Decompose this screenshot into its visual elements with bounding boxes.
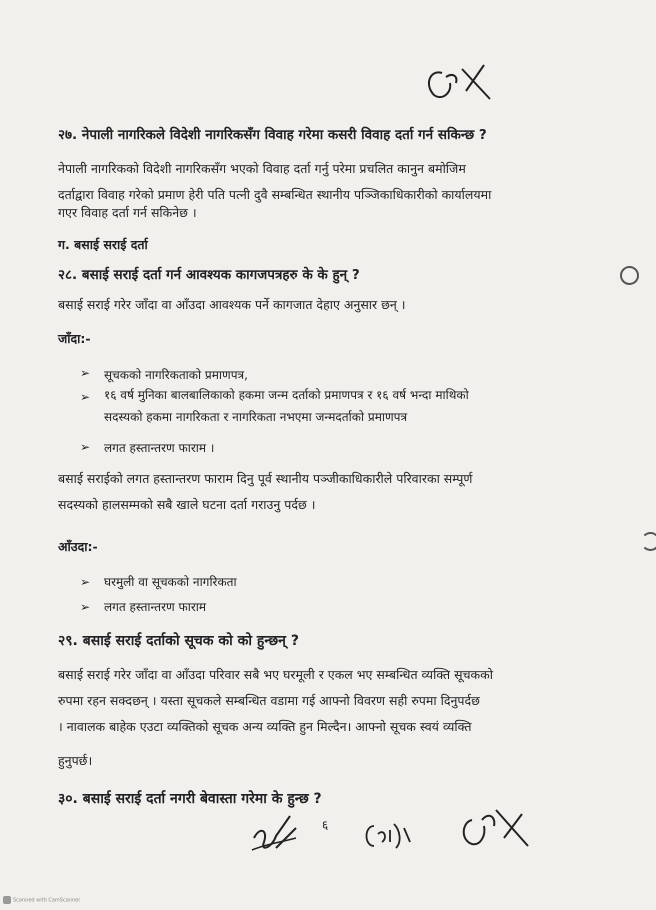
coming-item-2: लगत हस्तान्तरण फाराम — [104, 600, 207, 614]
question-28: २८. बसाई सराई दर्ता गर्न आवश्यक कागजपत्रहरु के के हुन् ? — [58, 267, 360, 283]
going-item-3: लगत हस्तान्तरण फाराम । — [104, 441, 215, 455]
signature-top — [420, 55, 500, 105]
answer-27-line-2: दर्ताद्वारा विवाह गरेको प्रमाण हेरी पति पत्नी दुवै सम्बन्धित स्थानीय पञ्जिकाधिकारीको कार्यालयमा — [58, 187, 492, 202]
section-heading-g: ग. बसाई सराई दर्ता — [58, 237, 148, 252]
scanner-note: Scanned with CamScanner — [13, 897, 81, 904]
signature-bottom-right — [456, 800, 536, 850]
answer-28-intro: बसाई सराई गरेर जाँदा वा आँउदा आवश्यक पर्ने कागजात देहाए अनुसार छन् । — [58, 297, 406, 312]
punch-hole-top — [620, 266, 639, 285]
coming-item-1: घरमुली वा सूचकको नागरिकता — [104, 575, 237, 589]
scanner-watermark — [3, 896, 80, 904]
punch-hole-bottom — [641, 532, 656, 551]
answer-29-line-3: । नावालक बाहेक एउटा व्यक्तिको सूचक अन्य व्यक्ति हुन मिल्दैन। आफ्नो सूचक स्वयं व्यक्ति — [58, 719, 472, 734]
bullet-arrow-icon: ➢ — [80, 440, 91, 454]
bullet-arrow-icon: ➢ — [80, 390, 91, 404]
bullet-arrow-icon: ➢ — [80, 366, 91, 380]
going-item-1: सूचकको नागरिकताको प्रमाणपत्र, — [104, 368, 248, 382]
bullet-arrow-icon: ➢ — [80, 575, 91, 589]
question-29: २९. बसाई सराई दर्ताको सूचक को को हुन्छन् ? — [58, 633, 299, 649]
note-line-1: बसाई सराईको लगत हस्तान्तरण फाराम दिनु पूर्व स्थानीय पञ्जीकाधिकारीले परिवारका सम्पूर्ण — [58, 471, 473, 486]
going-item-2-line-2: सदस्यको हकमा नागरिकता र नागरिकता नभएमा जन्मदर्ताको प्रमाणपत्र — [104, 410, 408, 424]
answer-29-line-4: हुनुपर्छ। — [58, 753, 93, 768]
signature-bottom-middle — [360, 816, 420, 856]
question-27: २७. नेपाली नागरिकले विदेशी नागरिकसँग विवाह गरेमा कसरी विवाह दर्ता गर्न सकिन्छ ? — [58, 127, 487, 143]
answer-29-line-2: रुपमा रहन सक्दछन् । यस्ता सूचकले सम्बन्धित वडामा गई आफ्नो विवरण सही रुपमा दिनुपर्दछ — [58, 693, 480, 708]
question-30: ३०. बसाई सराई दर्ता नगरी बेवास्ता गरेमा के हुन्छ ? — [58, 791, 322, 807]
signature-bottom-left — [246, 808, 306, 858]
answer-29-line-1: बसाई सराई गरेर जाँदा वा आँउदा परिवार सबै भए घरमूली र एकल भए सम्बन्धित व्यक्ति सूचकको — [58, 667, 493, 682]
coming-label: आँउदा:- — [58, 539, 98, 554]
answer-27-line-1: नेपाली नागरिकको विदेशी नागरिकसँग भएको विवाह दर्ता गर्नु परेमा प्रचलित कानुन बमोजिम — [58, 161, 466, 176]
going-item-2-line-1: १६ वर्ष मुनिका बालबालिकाको हकमा जन्म दर्ताको प्रमाणपत्र र १६ वर्ष भन्दा माथिको — [104, 388, 469, 402]
note-line-2: सदस्यको हालसम्मको सबै खाले घटना दर्ता गराउनु पर्दछ । — [58, 497, 316, 512]
going-label: जाँदा:- — [58, 331, 91, 346]
answer-27-line-3: गएर विवाह दर्ता गर्न सकिनेछ । — [58, 205, 197, 220]
page-mark: ६ — [322, 818, 329, 832]
bullet-arrow-icon: ➢ — [80, 600, 91, 614]
camscanner-icon — [3, 896, 11, 904]
